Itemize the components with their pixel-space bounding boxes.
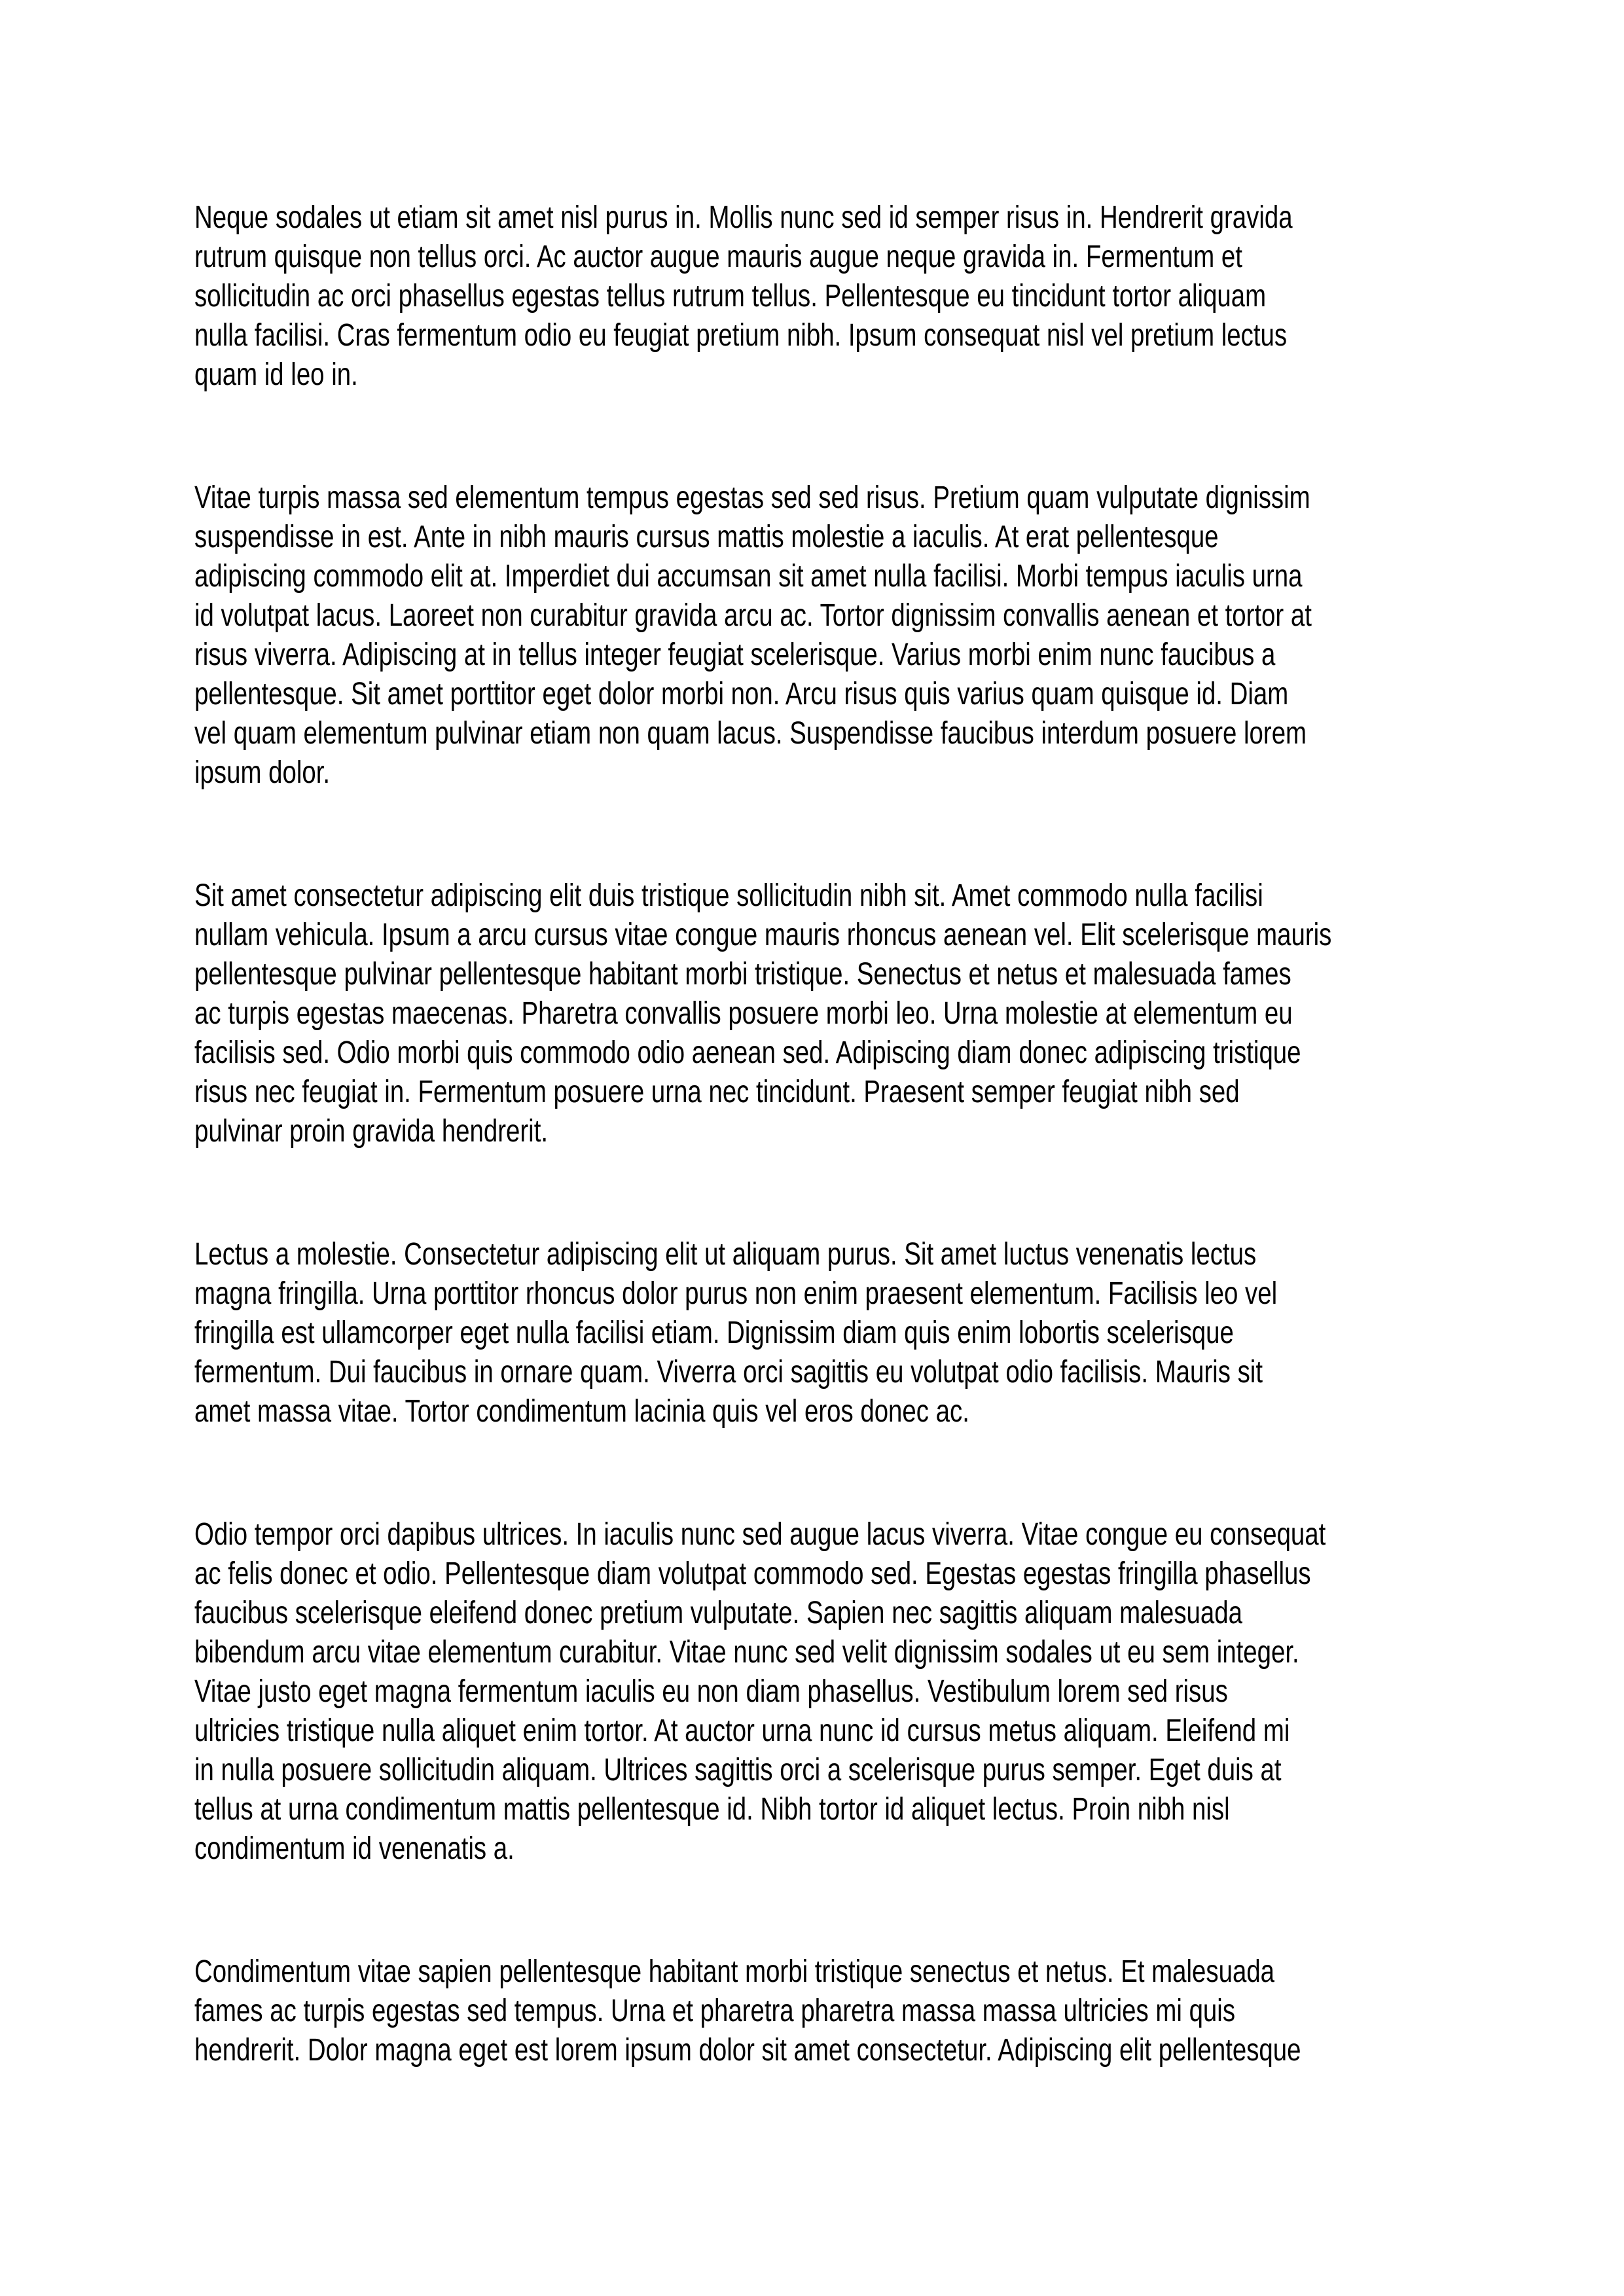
text-line: adipiscing commodo elit at. Imperdiet dui accumsan sit amet nulla facilisi. Morbi tempus iaculis urna bbox=[194, 559, 1303, 594]
paragraph bbox=[194, 1235, 1278, 1431]
paragraph bbox=[194, 876, 1332, 1151]
text-line: Odio tempor orci dapibus ultrices. In iaculis nunc sed augue lacus viverra. Vitae congue eu consequat bbox=[194, 1517, 1326, 1552]
text-line: ipsum dolor. bbox=[194, 755, 331, 790]
text-line: Neque sodales ut etiam sit amet nisl purus in. Mollis nunc sed id semper risus in. Hendrerit gravida bbox=[194, 200, 1293, 235]
text-line: ac felis donec et odio. Pellentesque diam volutpat commodo sed. Egestas egestas fringilla phasellus bbox=[194, 1556, 1311, 1591]
paragraph bbox=[194, 1515, 1326, 1869]
text-line: in nulla posuere sollicitudin aliquam. Ultrices sagittis orci a scelerisque purus semper. Eget duis at bbox=[194, 1753, 1282, 1787]
text-line: tellus at urna condimentum mattis pellentesque id. Nibh tortor id aliquet lectus. Proin nibh nisl bbox=[194, 1792, 1230, 1827]
text-line: pulvinar proin gravida hendrerit. bbox=[194, 1114, 549, 1149]
text-line: nullam vehicula. Ipsum a arcu cursus vitae congue mauris rhoncus aenean vel. Elit scelerisque mauris bbox=[194, 918, 1332, 952]
text-line: Sit amet consectetur adipiscing elit duis tristique sollicitudin nibh sit. Amet commodo nulla facilisi bbox=[194, 878, 1263, 913]
text-line: condimentum id venenatis a. bbox=[194, 1831, 514, 1866]
document-body bbox=[194, 198, 1490, 2070]
text-line: pellentesque pulvinar pellentesque habitant morbi tristique. Senectus et netus et malesuada fames bbox=[194, 957, 1291, 992]
paragraph bbox=[194, 1952, 1301, 2070]
text-line: sollicitudin ac orci phasellus egestas tellus rutrum tellus. Pellentesque eu tincidunt tortor aliquam bbox=[194, 279, 1267, 314]
text-line: quam id leo in. bbox=[194, 357, 358, 392]
text-line: pellentesque. Sit amet porttitor eget dolor morbi non. Arcu risus quis varius quam quisque id. Diam bbox=[194, 677, 1289, 711]
paragraph bbox=[194, 198, 1293, 395]
text-line: vel quam elementum pulvinar etiam non quam lacus. Suspendisse faucibus interdum posuere lorem bbox=[194, 716, 1307, 751]
text-line: ultricies tristique nulla aliquet enim tortor. At auctor urna nunc id cursus metus aliquam. Eleifend mi bbox=[194, 1713, 1290, 1748]
text-line: bibendum arcu vitae elementum curabitur. Vitae nunc sed velit dignissim sodales ut eu sem integer. bbox=[194, 1635, 1299, 1670]
text-line: magna fringilla. Urna porttitor rhoncus dolor purus non enim praesent elementum. Facilisis leo vel bbox=[194, 1276, 1278, 1311]
text-line: risus viverra. Adipiscing at in tellus integer feugiat scelerisque. Varius morbi enim nunc faucibus a bbox=[194, 637, 1276, 672]
text-line: Condimentum vitae sapien pellentesque habitant morbi tristique senectus et netus. Et malesuada bbox=[194, 1954, 1275, 1989]
text-line: Vitae turpis massa sed elementum tempus egestas sed sed risus. Pretium quam vulputate dignissim bbox=[194, 480, 1310, 515]
text-line: id volutpat lacus. Laoreet non curabitur gravida arcu ac. Tortor dignissim convallis aenean et tortor at bbox=[194, 598, 1312, 633]
text-line: Vitae justo eget magna fermentum iaculis eu non diam phasellus. Vestibulum lorem sed risus bbox=[194, 1674, 1228, 1709]
text-line: amet massa vitae. Tortor condimentum lacinia quis vel eros donec ac. bbox=[194, 1394, 969, 1429]
text-line: nulla facilisi. Cras fermentum odio eu feugiat pretium nibh. Ipsum consequat nisl vel pretium lectus bbox=[194, 318, 1288, 353]
text-line: fermentum. Dui faucibus in ornare quam. Viverra orci sagittis eu volutpat odio facilisis. Mauris sit bbox=[194, 1355, 1263, 1390]
text-line: suspendisse in est. Ante in nibh mauris cursus mattis molestie a iaculis. At erat pellentesque bbox=[194, 520, 1219, 554]
text-line: ac turpis egestas maecenas. Pharetra convallis posuere morbi leo. Urna molestie at elementum eu bbox=[194, 996, 1293, 1031]
text-line: Lectus a molestie. Consectetur adipiscing elit ut aliquam purus. Sit amet luctus venenatis lectus bbox=[194, 1237, 1257, 1272]
text-line: hendrerit. Dolor magna eget est lorem ipsum dolor sit amet consectetur. Adipiscing elit pellentesque bbox=[194, 2033, 1301, 2068]
text-line: fringilla est ullamcorper eget nulla facilisi etiam. Dignissim diam quis enim lobortis scelerisque bbox=[194, 1316, 1234, 1350]
text-line: risus nec feugiat in. Fermentum posuere urna nec tincidunt. Praesent semper feugiat nibh sed bbox=[194, 1075, 1240, 1109]
text-line: fames ac turpis egestas sed tempus. Urna et pharetra pharetra massa massa ultricies mi quis bbox=[194, 1994, 1236, 2028]
text-line: facilisis sed. Odio morbi quis commodo odio aenean sed. Adipiscing diam donec adipiscing tristique bbox=[194, 1035, 1301, 1070]
text-line: faucibus scelerisque eleifend donec pretium vulputate. Sapien nec sagittis aliquam malesuada bbox=[194, 1596, 1242, 1630]
paragraph bbox=[194, 478, 1312, 793]
text-line: rutrum quisque non tellus orci. Ac auctor augue mauris augue neque gravida in. Fermentum et bbox=[194, 240, 1242, 274]
